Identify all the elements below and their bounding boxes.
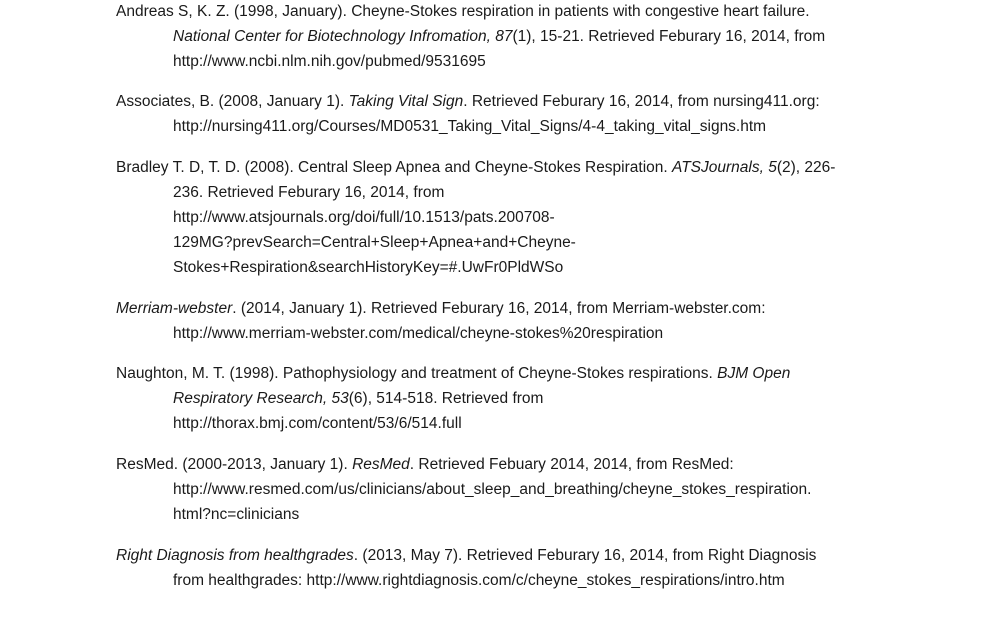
reference-line	[173, 389, 543, 409]
reference-text: . (2014, January 1). Retrieved Feburary 16, 2014, from Merriam-webster.com:	[232, 300, 766, 317]
reference-italic-text: ResMed	[352, 456, 410, 473]
reference-text: . Retrieved Febuary 2014, 2014, from ResMed:	[409, 456, 734, 473]
reference-line	[173, 208, 555, 228]
reference-text: http://www.ncbi.nlm.nih.gov/pubmed/9531695	[173, 53, 486, 70]
reference-line	[173, 27, 825, 47]
reference-line	[116, 158, 835, 178]
reference-line	[173, 505, 299, 525]
reference-line	[116, 364, 790, 384]
reference-line	[173, 414, 462, 434]
reference-line	[173, 183, 444, 203]
reference-italic-text: Respiratory Research, 53	[173, 390, 349, 407]
reference-italic-text: ATSJournals, 5	[672, 159, 777, 176]
reference-italic-text: National Center for Biotechnology Infromation, 87	[173, 28, 513, 45]
reference-text: http://www.atsjournals.org/doi/full/10.1513/pats.200708-	[173, 209, 555, 226]
reference-text: http://www.resmed.com/us/clinicians/about_sleep_and_breathing/cheyne_stokes_respiration.	[173, 481, 812, 498]
reference-line	[173, 480, 811, 500]
reference-text: 236. Retrieved Feburary 16, 2014, from	[173, 184, 445, 201]
reference-text: from healthgrades: http://www.rightdiagnosis.com/c/cheyne_stokes_respirations/intro.htm	[173, 572, 785, 589]
reference-line	[173, 117, 766, 137]
reference-text: html?nc=clinicians	[173, 506, 300, 523]
reference-line	[116, 299, 766, 319]
reference-text: http://www.merriam-webster.com/medical/cheyne-stokes%20respiration	[173, 325, 664, 342]
reference-italic-text: Merriam-webster	[116, 300, 233, 317]
reference-text: 129MG?prevSearch=Central+Sleep+Apnea+and+Cheyne-	[173, 234, 576, 251]
reference-text: ResMed. (2000-2013, January 1).	[116, 456, 353, 473]
reference-text: (6), 514-518. Retrieved from	[348, 390, 544, 407]
reference-text: Associates, B. (2008, January 1).	[116, 93, 349, 110]
reference-line	[116, 546, 816, 566]
reference-line	[173, 52, 486, 72]
reference-italic-text: Right Diagnosis from healthgrades	[116, 547, 354, 564]
reference-text: . Retrieved Feburary 16, 2014, from nursing411.org:	[463, 93, 820, 110]
reference-italic-text: Taking Vital Sign	[348, 93, 464, 110]
reference-text: (2), 226-	[776, 159, 836, 176]
reference-line	[173, 233, 576, 253]
reference-text: Naughton, M. T. (1998). Pathophysiology and treatment of Cheyne-Stokes respirations.	[116, 365, 718, 382]
reference-italic-text: BJM Open	[717, 365, 791, 382]
reference-text: (1), 15-21. Retrieved Feburary 16, 2014, from	[512, 28, 826, 45]
reference-text: Andreas S, K. Z. (1998, January). Cheyne-Stokes respiration in patients with congestive heart failure.	[116, 3, 810, 20]
reference-text: http://nursing411.org/Courses/MD0531_Taking_Vital_Signs/4-4_taking_vital_signs.htm	[173, 118, 767, 135]
reference-text: http://thorax.bmj.com/content/53/6/514.full	[173, 415, 462, 432]
reference-line	[173, 258, 563, 278]
reference-line	[116, 92, 820, 112]
reference-text: Bradley T. D, T. D. (2008). Central Sleep Apnea and Cheyne-Stokes Respiration.	[116, 159, 673, 176]
reference-text: . (2013, May 7). Retrieved Feburary 16, 2014, from Right Diagnosis	[353, 547, 817, 564]
reference-text: Stokes+Respiration&searchHistoryKey=#.UwFr0PldWSo	[173, 259, 564, 276]
reference-line	[116, 2, 810, 22]
reference-line	[116, 455, 734, 475]
reference-line	[173, 571, 785, 591]
reference-line	[173, 324, 663, 344]
